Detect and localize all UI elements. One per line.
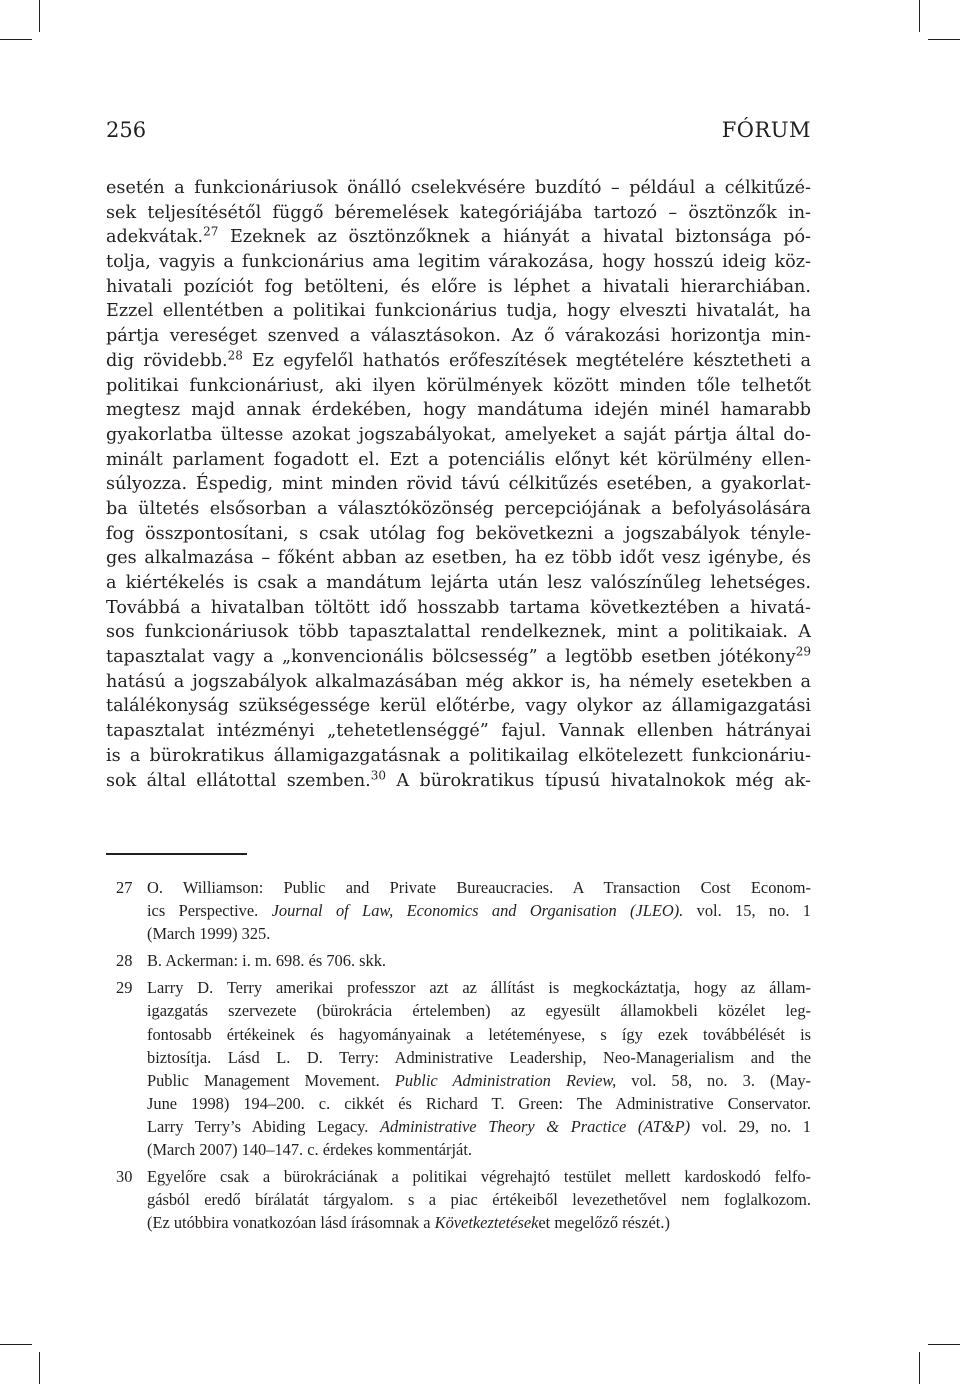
- running-title: FÓRUM: [721, 118, 811, 142]
- body-line: sos funkcionáriusok több tapasztalattal rendelkeznek, mint a politikaiak. A: [106, 622, 811, 643]
- body-line: megtesz majd annak érdekében, hogy mandátuma idején minél hamarabb: [106, 400, 811, 421]
- footnote-line: fontosabb értékeinek és hagyományainak a letéteményese, s így ezek továbbélését is: [147, 1024, 811, 1044]
- page-header: [106, 116, 811, 144]
- italic-title: Következtetések: [434, 1213, 539, 1233]
- body-line: hivatali pozíciót fog betölteni, és előre is léphet a hivatali hierarchiában.: [106, 276, 811, 297]
- footnote-line: ics Perspective. Journal of Law, Economics and Organisation (JLEO). vol. 15, no. 1: [147, 901, 811, 921]
- footnote: [106, 949, 811, 972]
- body-line: politikai funkcionáriust, aki ilyen körülmények között minden tőle telhetőt: [106, 375, 811, 396]
- body-line: tapasztalat intézményi „tehetetlenséggé” fajul. Vannak ellenben hátrányai: [106, 721, 811, 742]
- footnote-number: 29: [116, 978, 133, 998]
- body-line: találékonyság szükségessége kerül előtérbe, vagy olykor az államigazgatási: [106, 696, 811, 717]
- footnote-reference[interactable]: 27: [203, 224, 219, 239]
- footnote-line: (March 2007) 140–147. c. érdekes kommentárját.: [147, 1140, 472, 1160]
- footnote-line: O. Williamson: Public and Private Bureaucracies. A Transaction Cost Econom-: [147, 878, 811, 897]
- crop-mark: [919, 0, 920, 32]
- body-text: [106, 176, 811, 793]
- footnote-separator: [106, 853, 247, 855]
- crop-mark: [928, 39, 960, 40]
- body-line: is a bürokratikus államigazgatásnak a politikailag elkötelezett funkcionáriu-: [106, 745, 811, 766]
- body-line: dig rövidebb.$^{28}$ Ez egyfelől hathatós erőfeszítések megtételére késztetheti a: [106, 348, 812, 371]
- footnote-line: Larry Terry’s Abiding Legacy. Administrative Theory & Practice (AT&P) vol. 29, no. 1: [147, 1116, 811, 1136]
- italic-title: Administrative Theory & Practice (AT&P): [380, 1116, 691, 1136]
- body-line: súlyozza. Éspedig, mint minden rövid távú célkitűzés esetében, a gyakorlat-: [106, 474, 811, 495]
- crop-mark: [39, 0, 40, 32]
- crop-mark: [919, 1352, 920, 1384]
- body-line: Továbbá a hivatalban töltött idő hosszabb tartama következtében a hivatá-: [106, 597, 811, 618]
- footnote-line: gásból eredő bírálatát tárgyalom. s a piac értékeiből levezethetővel nem foglalkozom.: [147, 1190, 811, 1210]
- footnote-reference[interactable]: 29: [795, 644, 811, 659]
- body-line: gyakorlatba ültesse azokat jogszabályokat, amelyeket a saját pártja által do-: [106, 424, 811, 445]
- crop-mark: [39, 1352, 40, 1384]
- body-line: pártja vereséget szenved a választásokon. Az ő várakozási horizontja min-: [106, 326, 811, 347]
- footnote: [106, 1165, 811, 1234]
- body-line: tapasztalat vagy a „konvencionális bölcsesség” a legtöbb esetben jótékony$^{29}$: [106, 644, 811, 668]
- footnote-reference[interactable]: 30: [370, 767, 387, 782]
- crop-mark: [0, 1344, 32, 1345]
- footnote-line: (Ez utóbbira vonatkozóan lásd írásomnak a Következtetéseket megelőző részét.): [147, 1213, 670, 1233]
- body-line: minált parlament fogadott el. Ezt a potenciális előnyt két körülmény ellen-: [106, 449, 811, 470]
- body-line: esetén a funkcionáriusok önálló cselekvésére buzdító – például a célkitűzé-: [106, 178, 811, 198]
- footnotes: [106, 876, 811, 1238]
- footnote-number: 27: [116, 878, 133, 897]
- footnote-line: Public Management Movement. Public Administration Review, vol. 58, no. 3. (May-: [147, 1070, 811, 1090]
- body-line: hatású a jogszabályok alkalmazásában még akkor is, ha némely esetekben a: [106, 671, 811, 692]
- footnote-line: Egyelőre csak a bürokráciának a politikai végrehajtó testület mellett kardoskodó felfo-: [147, 1167, 811, 1187]
- body-line: tolja, vagyis a funkcionárius ama legitim várakozása, hogy hosszú ideig köz-: [106, 252, 811, 273]
- footnote-line: Larry D. Terry amerikai professzor azt az állítást is megkockáztatja, hogy az állam-: [147, 978, 811, 998]
- page-number: 256: [106, 118, 147, 142]
- body-line: fog összpontosítani, s csak utólag fog bekövetkezni a jogszabályok tényle-: [106, 523, 811, 544]
- body-line: adekvátak.$^{27}$ Ezeknek az ösztönzőknek a hiányát a hivatal biztonsága pó-: [106, 224, 811, 248]
- body-line: ba ültetés elsősorban a választóközönség percepciójának a befolyásolására: [106, 498, 811, 519]
- italic-title: Public Administration Review,: [394, 1070, 617, 1090]
- footnote-line: igazgatás szervezete (bürokrácia értelemben) az egyesült államokbeli közélet leg-: [147, 1001, 811, 1021]
- footnote-line: biztosítja. Lásd L. D. Terry: Administrative Leadership, Neo-Managerialism and the: [147, 1047, 811, 1067]
- footnote-line: B. Ackerman: i. m. 698. és 706. skk.: [147, 951, 387, 971]
- footnote: [106, 876, 811, 945]
- italic-title: Journal of Law, Economics and Organisation (JLEO).: [271, 901, 684, 921]
- footnote-number: 28: [116, 951, 133, 971]
- footnote-line: (March 1999) 325.: [147, 924, 271, 944]
- body-line: ges alkalmazása – főként abban az esetben, ha ez több időt vesz igénybe, és: [106, 548, 811, 569]
- footnote-line: June 1998) 194–200. c. cikkét és Richard T. Green: The Administrative Conservator.: [147, 1093, 811, 1113]
- footnote: [106, 976, 811, 1161]
- crop-mark: [928, 1344, 960, 1345]
- body-line: sek teljesítésétől függő béremelések kategóriájába tartozó – ösztönzők in-: [106, 202, 811, 223]
- body-line: a kiértékelés is csak a mandátum lejárta után lesz valószínűleg lehetséges.: [106, 573, 811, 593]
- footnote-reference[interactable]: 28: [227, 348, 243, 363]
- body-line: sok által ellátottal szemben.$^{30}$ A bürokratikus típusú hivatalnokok még ak-: [106, 767, 811, 791]
- crop-mark: [0, 39, 32, 40]
- body-line: Ezzel ellentétben a politikai funkcionárius tudja, hogy elveszti hivatalát, ha: [106, 301, 811, 322]
- footnote-number: 30: [116, 1167, 133, 1187]
